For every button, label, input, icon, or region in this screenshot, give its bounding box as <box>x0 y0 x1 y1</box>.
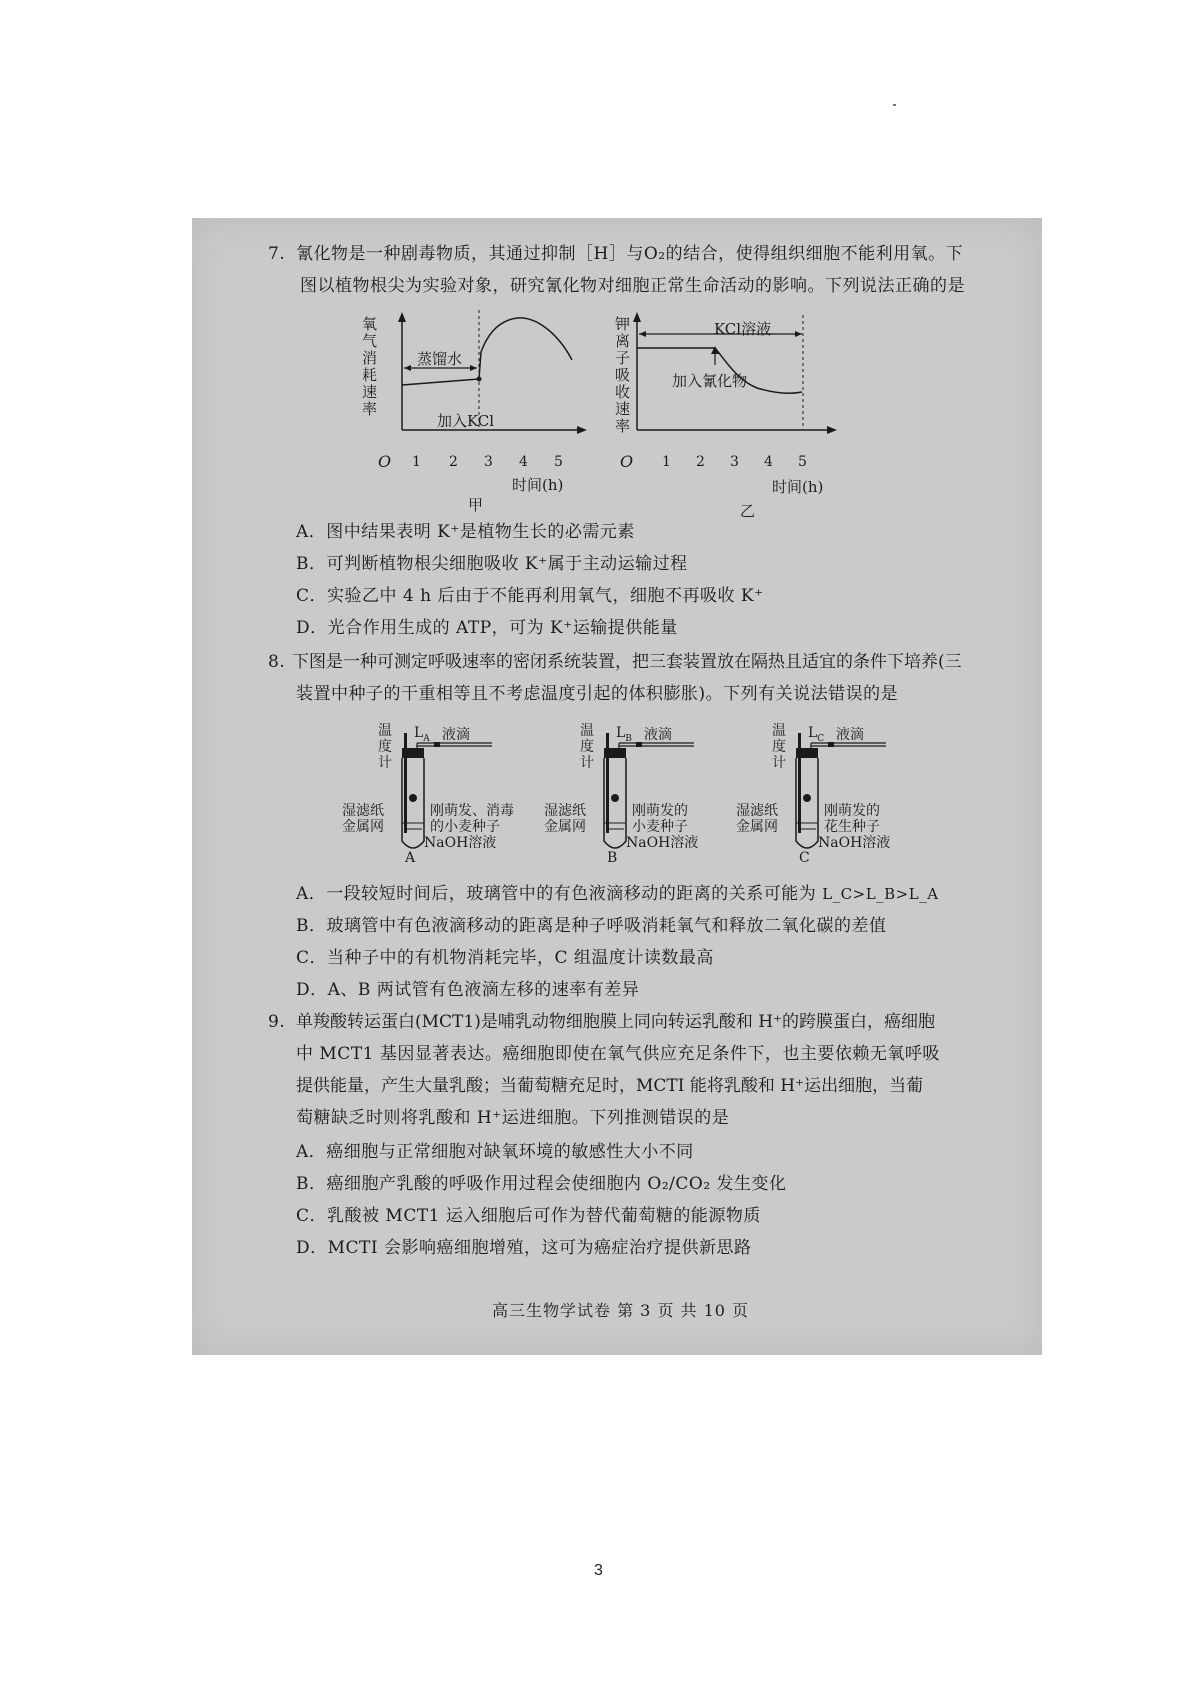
apparatus-b-l-label <box>616 725 632 744</box>
apparatus-b-mesh-label: 金属网 <box>544 819 586 835</box>
apparatus-a-seed-label-1: 刚萌发、消毒 <box>430 803 514 819</box>
apparatus-b-seed-label-2: 小麦种子 <box>632 819 688 835</box>
chart-a-range-label: 蒸馏水 <box>417 350 463 368</box>
apparatus-a-thermometer-label: 温度计 <box>378 723 392 771</box>
chart-b-xlabel: 时间(h) <box>772 478 824 496</box>
chart-a-tick-3: 3 <box>484 454 493 470</box>
q8-option-b: B．玻璃管中有色液滴移动的距离是种子呼吸消耗氧气和释放二氧化碳的差值 <box>296 916 887 936</box>
chart-b-add-label: 加入氰化物 <box>672 372 748 390</box>
chart-b-tick-3: 3 <box>730 454 739 470</box>
chart-b-range-label: KCl溶液 <box>714 320 772 338</box>
q8-number: 8. <box>268 652 286 672</box>
q7-option-c: C．实验乙中 4 h 后由于不能再利用氧气，细胞不再吸收 K⁺ <box>296 586 764 606</box>
q7-option-a: A．图中结果表明 K⁺是植物生长的必需元素 <box>296 522 635 542</box>
apparatus-a-l-sub: A <box>423 733 430 744</box>
chart-a-baseline <box>402 379 479 385</box>
apparatus-c-thermometer-label: 温度计 <box>772 723 786 771</box>
q7-number: 7. <box>268 244 286 264</box>
q8-option-a-text: A．一段较短时间后，玻璃管中的有色液滴移动的距离的关系可能为 <box>296 884 823 904</box>
q8-option-a <box>296 878 939 910</box>
chart-b-ylabel-text: 钾离子吸收速率 <box>615 315 631 435</box>
q9-stem-line1: 单羧酸转运蛋白(MCT1)是哺乳动物细胞膜上同向转运乳酸和 H⁺的跨膜蛋白，癌细胞 <box>296 1012 936 1032</box>
apparatus-c-drop-label: 液滴 <box>836 727 864 743</box>
apparatus-b-seed-label-1: 刚萌发的 <box>632 803 688 819</box>
apparatus-a-l: L <box>414 725 424 741</box>
q7-option-d: D．光合作用生成的 ATP，可为 K⁺运输提供能量 <box>296 618 678 638</box>
apparatus-a-l-label <box>414 725 430 744</box>
apparatus-c-l-sub: C <box>817 733 825 744</box>
q9-option-a: A．癌细胞与正常细胞对缺氧环境的敏感性大小不同 <box>296 1142 694 1162</box>
q9-option-c: C．乳酸被 MCT1 运入细胞后可作为替代葡萄糖的能源物质 <box>296 1206 761 1226</box>
chart-a-origin: O <box>378 452 392 471</box>
apparatus-c-mesh-label: 金属网 <box>736 819 778 835</box>
q7-stem-line1: 氰化物是一种剧毒物质，其通过抑制［H］与O₂的结合，使得组织细胞不能利用氧。下 <box>296 244 964 264</box>
apparatus-c-seed-label-1: 刚萌发的 <box>824 803 880 819</box>
apparatus-b-drop-label: 液滴 <box>644 727 672 743</box>
chart-b-tick-1: 1 <box>662 454 671 470</box>
q9-number: 9. <box>268 1012 286 1032</box>
q9-option-b: B．癌细胞产乳酸的呼吸作用过程会使细胞内 O₂/CO₂ 发生变化 <box>296 1174 787 1194</box>
scan-speck <box>893 104 896 106</box>
q8-stem-line2: 装置中种子的干重相等且不考虑温度引起的体积膨胀)。下列有关说法错误的是 <box>296 684 899 704</box>
page-number: 3 <box>594 1562 603 1579</box>
chart-b-tick-5: 5 <box>798 454 807 470</box>
chart-a-tick-1: 1 <box>412 454 421 470</box>
apparatus-b-paper-label: 湿滤纸 <box>544 803 586 819</box>
apparatus-a-paper-label: 湿滤纸 <box>342 803 384 819</box>
chart-a-add-label: 加入KCl <box>437 412 495 430</box>
q8-option-a-relation: L_C>L_B>L_A <box>822 885 939 903</box>
chart-a-curve <box>479 318 572 379</box>
apparatus-b-thermometer-label: 温度计 <box>580 723 594 771</box>
q7-option-b: B．可判断植物根尖细胞吸收 K⁺属于主动运输过程 <box>296 554 688 574</box>
q8-stem-line1: 下图是一种可测定呼吸速率的密闭系统装置，把三套装置放在隔热且适宜的条件下培养(三 <box>292 652 962 672</box>
apparatus-c-letter: C <box>799 850 810 866</box>
chart-b-tick-2: 2 <box>696 454 705 470</box>
q9-stem-line3: 提供能量，产生大量乳酸；当葡萄糖充足时，MCTI 能将乳酸和 H⁺运出细胞，当葡 <box>296 1076 924 1096</box>
apparatus-b-l-sub: B <box>625 733 632 744</box>
chart-a-tick-2: 2 <box>449 454 458 470</box>
apparatus-c-l-label <box>808 725 824 744</box>
chart-a-tick-4: 4 <box>519 454 528 470</box>
q7-stem-line2: 图以植物根尖为实验对象，研究氰化物对细胞正常生命活动的影响。下列说法正确的是 <box>300 276 965 296</box>
apparatus-c-l: L <box>808 725 818 741</box>
chart-a-ylabel-text: 氧气消耗速率 <box>362 315 378 418</box>
q8-option-d: D．A、B 两试管有色液滴左移的速率有差异 <box>296 980 640 1000</box>
apparatus-a-drop-label: 液滴 <box>442 727 470 743</box>
q9-stem-line2: 中 MCT1 基因显著表达。癌细胞即使在氧气供应充足条件下，也主要依赖无氧呼吸 <box>296 1044 940 1064</box>
chart-a-tick-5: 5 <box>554 454 563 470</box>
apparatus-a-naoh-label: NaOH溶液 <box>424 835 497 851</box>
apparatus-b-l: L <box>616 725 626 741</box>
apparatus-b-naoh-label: NaOH溶液 <box>626 835 699 851</box>
scanned-page <box>192 218 1042 1355</box>
page-footer: 高三生物学试卷 第 3 页 共 10 页 <box>492 1301 750 1320</box>
chart-b-caption: 乙 <box>740 502 756 520</box>
q9-option-d: D．MCTI 会影响癌细胞增殖，这可为癌症治疗提供新思路 <box>296 1238 752 1258</box>
apparatus-a-letter: A <box>405 850 416 866</box>
chart-b-origin: O <box>620 452 634 471</box>
apparatus-c-seed-label-2: 花生种子 <box>824 819 880 835</box>
apparatus-c-naoh-label: NaOH溶液 <box>818 835 891 851</box>
apparatus-c-paper-label: 湿滤纸 <box>736 803 778 819</box>
chart-b-tick-4: 4 <box>764 454 773 470</box>
chart-a-caption: 甲 <box>468 496 484 514</box>
apparatus-b-letter: B <box>607 850 618 866</box>
q9-stem-line4: 萄糖缺乏时则将乳酸和 H⁺运进细胞。下列推测错误的是 <box>296 1108 730 1128</box>
apparatus-a-seed-label-2: 的小麦种子 <box>430 819 500 835</box>
q8-option-c: C．当种子中的有机物消耗完毕，C 组温度计读数最高 <box>296 948 714 968</box>
apparatus-a-mesh-label: 金属网 <box>342 819 384 835</box>
chart-a-xlabel: 时间(h) <box>512 476 564 494</box>
chart-b <box>597 310 857 530</box>
